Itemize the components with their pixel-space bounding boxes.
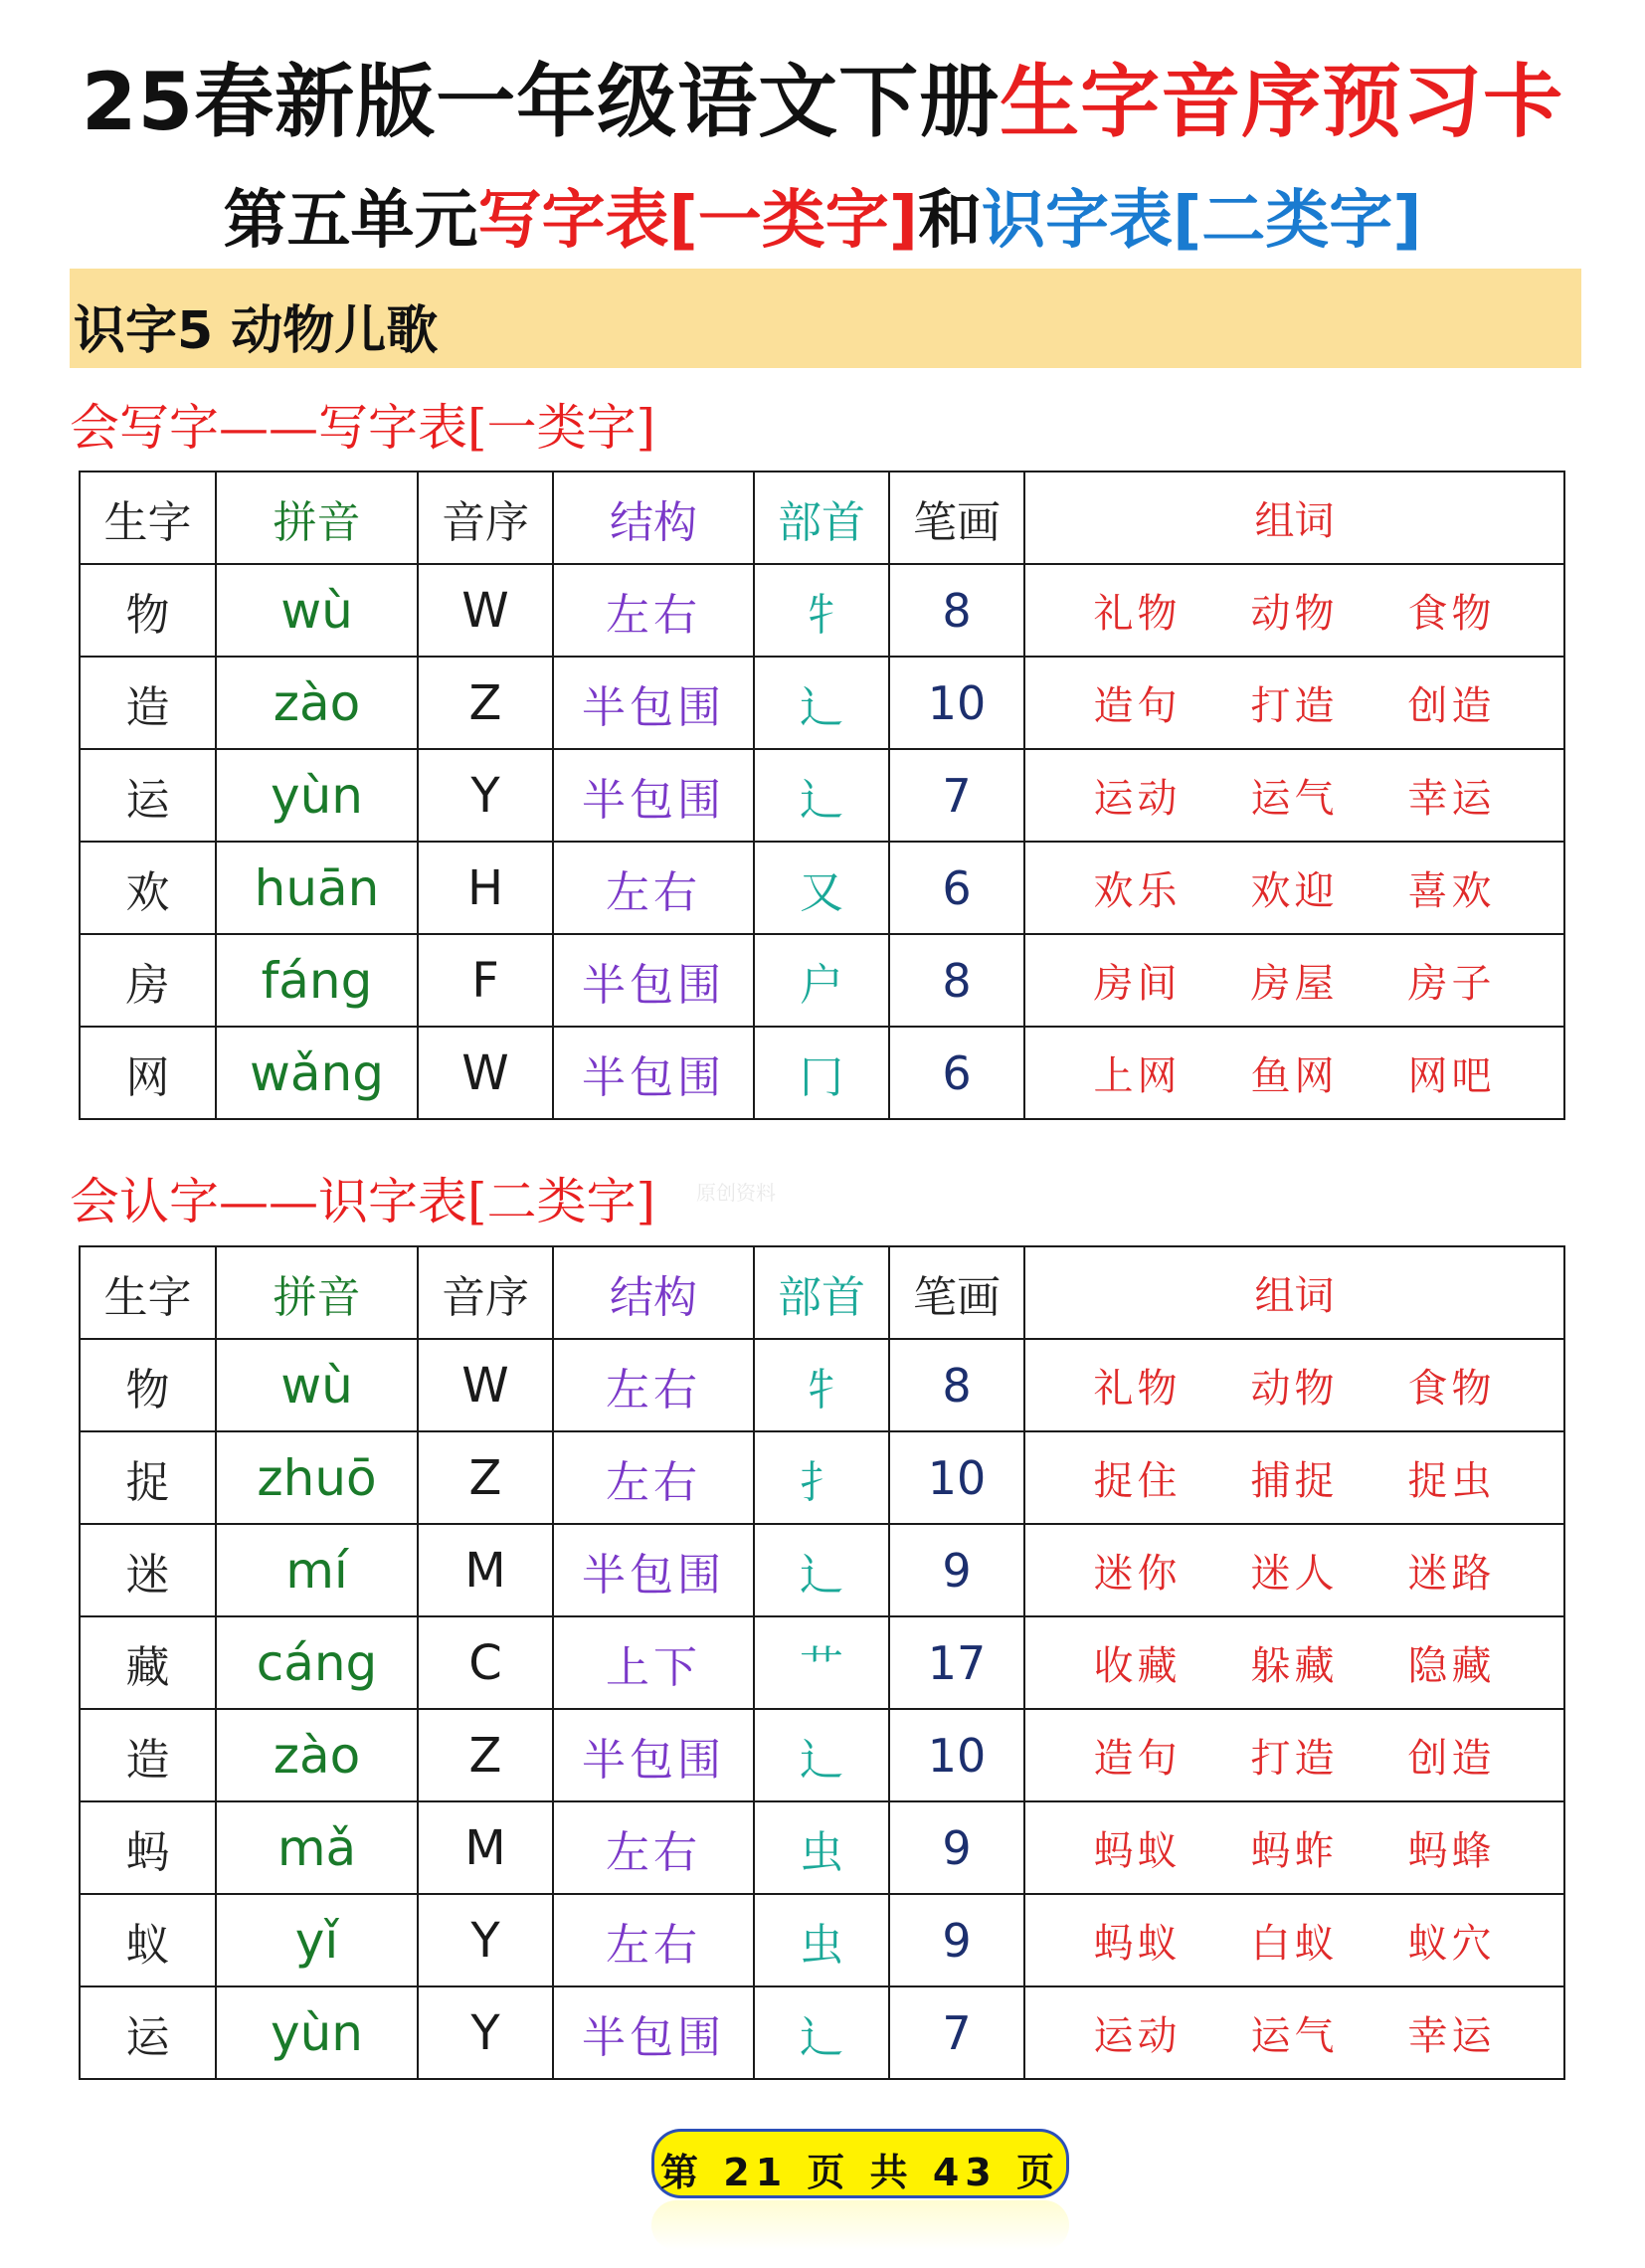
cell-char: 房 bbox=[80, 934, 216, 1027]
cell-strokes: 10 bbox=[889, 1431, 1024, 1524]
header-char: 生字 bbox=[80, 472, 216, 564]
cell-pinyin: huān bbox=[216, 842, 418, 934]
word-item: 隐藏 bbox=[1407, 1643, 1496, 1689]
header-radical: 部首 bbox=[754, 1246, 889, 1339]
word-item: 运动 bbox=[1093, 2013, 1182, 2059]
header-char: 生字 bbox=[80, 1246, 216, 1339]
word-item: 房间 bbox=[1093, 961, 1182, 1007]
word-item: 食物 bbox=[1407, 591, 1496, 637]
header-strokes: 笔画 bbox=[889, 1246, 1024, 1339]
cell-radical: 冂 bbox=[754, 1027, 889, 1119]
word-item: 房屋 bbox=[1250, 961, 1339, 1007]
cell-structure: 左右 bbox=[553, 1431, 754, 1524]
cell-pinyin: zhuō bbox=[216, 1431, 418, 1524]
cell-strokes: 9 bbox=[889, 1894, 1024, 1986]
word-item: 蚁穴 bbox=[1407, 1921, 1496, 1967]
cell-seq: W bbox=[418, 564, 553, 657]
word-item: 迷路 bbox=[1407, 1551, 1496, 1597]
cell-words bbox=[1024, 1986, 1564, 2079]
cell-structure: 左右 bbox=[553, 1339, 754, 1431]
word-item: 网吧 bbox=[1407, 1053, 1496, 1099]
cell-char: 运 bbox=[80, 1986, 216, 2079]
header-pinyin: 拼音 bbox=[216, 472, 418, 564]
table-row bbox=[80, 842, 1564, 934]
cell-words bbox=[1024, 842, 1564, 934]
cell-radical: 又 bbox=[754, 842, 889, 934]
table-row bbox=[80, 1431, 1564, 1524]
cell-structure: 左右 bbox=[553, 1801, 754, 1894]
word-item: 蚂蚁 bbox=[1093, 1921, 1182, 1967]
cell-radical: 艹 bbox=[754, 1616, 889, 1709]
table-row bbox=[80, 1524, 1564, 1616]
page-indicator bbox=[651, 2129, 1069, 2198]
word-item: 打造 bbox=[1250, 1736, 1339, 1782]
cell-char: 欢 bbox=[80, 842, 216, 934]
word-item: 喜欢 bbox=[1407, 868, 1496, 914]
word-item: 礼物 bbox=[1093, 1366, 1182, 1412]
cell-seq: M bbox=[418, 1524, 553, 1616]
cell-pinyin: mǎ bbox=[216, 1801, 418, 1894]
cell-seq: H bbox=[418, 842, 553, 934]
cell-char: 蚁 bbox=[80, 1894, 216, 1986]
header-words: 组词 bbox=[1024, 1246, 1564, 1339]
page-indicator-reflection bbox=[651, 2200, 1069, 2250]
word-item: 鱼网 bbox=[1250, 1053, 1339, 1099]
cell-words bbox=[1024, 749, 1564, 842]
cell-radical: 辶 bbox=[754, 749, 889, 842]
word-item: 创造 bbox=[1407, 683, 1496, 729]
cell-seq: C bbox=[418, 1616, 553, 1709]
subtitle-writing-table: 写字表[一类字] bbox=[477, 184, 918, 258]
cell-radical: 辶 bbox=[754, 1709, 889, 1801]
cell-radical: 辶 bbox=[754, 657, 889, 749]
cell-char: 物 bbox=[80, 564, 216, 657]
cell-words bbox=[1024, 934, 1564, 1027]
table-body bbox=[80, 1246, 1564, 2079]
word-item: 蚂蜂 bbox=[1407, 1828, 1496, 1874]
cell-words bbox=[1024, 564, 1564, 657]
word-item: 捕捉 bbox=[1250, 1458, 1339, 1504]
cell-strokes: 17 bbox=[889, 1616, 1024, 1709]
cell-radical: 辶 bbox=[754, 1524, 889, 1616]
cell-radical: 牜 bbox=[754, 564, 889, 657]
table-row bbox=[80, 657, 1564, 749]
word-item: 运动 bbox=[1093, 776, 1182, 822]
cell-char: 物 bbox=[80, 1339, 216, 1431]
cell-seq: Y bbox=[418, 1894, 553, 1986]
table-header-row bbox=[80, 1246, 1564, 1339]
cell-seq: W bbox=[418, 1027, 553, 1119]
cell-words bbox=[1024, 657, 1564, 749]
cell-seq: M bbox=[418, 1801, 553, 1894]
cell-pinyin: yùn bbox=[216, 749, 418, 842]
cell-seq: Z bbox=[418, 1709, 553, 1801]
cell-pinyin: wù bbox=[216, 1339, 418, 1431]
cell-pinyin: yùn bbox=[216, 1986, 418, 2079]
cell-seq: Z bbox=[418, 657, 553, 749]
cell-structure: 左右 bbox=[553, 564, 754, 657]
cell-pinyin: mí bbox=[216, 1524, 418, 1616]
header-structure: 结构 bbox=[553, 1246, 754, 1339]
cell-seq: F bbox=[418, 934, 553, 1027]
table-body bbox=[80, 472, 1564, 1119]
word-item: 打造 bbox=[1250, 683, 1339, 729]
cell-words bbox=[1024, 1524, 1564, 1616]
watermark: 原创资料 bbox=[696, 1181, 776, 1205]
cell-structure: 半包围 bbox=[553, 1027, 754, 1119]
page-title bbox=[0, 38, 1645, 152]
cell-strokes: 7 bbox=[889, 749, 1024, 842]
cell-pinyin: cáng bbox=[216, 1616, 418, 1709]
word-item: 迷你 bbox=[1093, 1551, 1182, 1597]
table-row bbox=[80, 749, 1564, 842]
word-item: 造句 bbox=[1093, 683, 1182, 729]
word-item: 动物 bbox=[1250, 1366, 1339, 1412]
writing-chars-table bbox=[79, 471, 1565, 1120]
table-row bbox=[80, 1709, 1564, 1801]
cell-radical: 户 bbox=[754, 934, 889, 1027]
cell-radical: 牜 bbox=[754, 1339, 889, 1431]
word-item: 白蚁 bbox=[1250, 1921, 1339, 1967]
cell-char: 捉 bbox=[80, 1431, 216, 1524]
cell-strokes: 10 bbox=[889, 1709, 1024, 1801]
lesson-title: 识字5 动物儿歌 bbox=[74, 301, 439, 361]
header-seq: 音序 bbox=[418, 1246, 553, 1339]
cell-structure: 上下 bbox=[553, 1616, 754, 1709]
cell-words bbox=[1024, 1431, 1564, 1524]
table-row bbox=[80, 1986, 1564, 2079]
subtitle-unit: 第五单元 bbox=[223, 184, 478, 258]
recognition-chars-table bbox=[79, 1245, 1565, 2080]
cell-strokes: 9 bbox=[889, 1801, 1024, 1894]
cell-words bbox=[1024, 1801, 1564, 1894]
cell-strokes: 8 bbox=[889, 934, 1024, 1027]
cell-words bbox=[1024, 1027, 1564, 1119]
word-item: 欢迎 bbox=[1250, 868, 1339, 914]
cell-structure: 左右 bbox=[553, 842, 754, 934]
cell-char: 运 bbox=[80, 749, 216, 842]
page-title-part1: 25春新版一年级语文下册 bbox=[81, 56, 1001, 148]
section-heading-recognition: 会认字——识字表[二类字] bbox=[70, 1173, 656, 1230]
lesson-banner bbox=[70, 269, 1581, 368]
cell-pinyin: yǐ bbox=[216, 1894, 418, 1986]
header-words: 组词 bbox=[1024, 472, 1564, 564]
cell-char: 迷 bbox=[80, 1524, 216, 1616]
cell-structure: 半包围 bbox=[553, 934, 754, 1027]
table-row bbox=[80, 1801, 1564, 1894]
cell-words bbox=[1024, 1616, 1564, 1709]
word-item: 创造 bbox=[1407, 1736, 1496, 1782]
cell-pinyin: zào bbox=[216, 1709, 418, 1801]
cell-strokes: 10 bbox=[889, 657, 1024, 749]
cell-radical: 扌 bbox=[754, 1431, 889, 1524]
section-heading-writing: 会写字——写字表[一类字] bbox=[70, 399, 656, 457]
header-structure: 结构 bbox=[553, 472, 754, 564]
table-row bbox=[80, 934, 1564, 1027]
cell-char: 藏 bbox=[80, 1616, 216, 1709]
cell-seq: W bbox=[418, 1339, 553, 1431]
cell-strokes: 6 bbox=[889, 842, 1024, 934]
header-seq: 音序 bbox=[418, 472, 553, 564]
table-row bbox=[80, 1616, 1564, 1709]
cell-structure: 半包围 bbox=[553, 1524, 754, 1616]
word-item: 食物 bbox=[1407, 1366, 1496, 1412]
word-item: 幸运 bbox=[1407, 2013, 1496, 2059]
word-item: 造句 bbox=[1093, 1736, 1182, 1782]
cell-structure: 半包围 bbox=[553, 749, 754, 842]
cell-structure: 半包围 bbox=[553, 1986, 754, 2079]
word-item: 运气 bbox=[1250, 2013, 1339, 2059]
cell-radical: 虫 bbox=[754, 1894, 889, 1986]
cell-words bbox=[1024, 1339, 1564, 1431]
cell-seq: Y bbox=[418, 1986, 553, 2079]
word-item: 运气 bbox=[1250, 776, 1339, 822]
cell-structure: 半包围 bbox=[553, 1709, 754, 1801]
table-row bbox=[80, 564, 1564, 657]
word-item: 迷人 bbox=[1250, 1551, 1339, 1597]
word-item: 礼物 bbox=[1093, 591, 1182, 637]
subtitle-and: 和 bbox=[918, 184, 982, 258]
cell-pinyin: zào bbox=[216, 657, 418, 749]
cell-char: 网 bbox=[80, 1027, 216, 1119]
table-row bbox=[80, 1027, 1564, 1119]
header-radical: 部首 bbox=[754, 472, 889, 564]
word-item: 捉虫 bbox=[1407, 1458, 1496, 1504]
cell-strokes: 6 bbox=[889, 1027, 1024, 1119]
table-row bbox=[80, 1894, 1564, 1986]
cell-strokes: 7 bbox=[889, 1986, 1024, 2079]
table-row bbox=[80, 1339, 1564, 1431]
page-indicator-text: 第 21 页 共 43 页 bbox=[660, 2151, 1060, 2194]
word-item: 房子 bbox=[1407, 961, 1496, 1007]
word-item: 蚂蚱 bbox=[1250, 1828, 1339, 1874]
word-item: 欢乐 bbox=[1093, 868, 1182, 914]
cell-char: 蚂 bbox=[80, 1801, 216, 1894]
cell-radical: 辶 bbox=[754, 1986, 889, 2079]
word-item: 幸运 bbox=[1407, 776, 1496, 822]
cell-strokes: 9 bbox=[889, 1524, 1024, 1616]
word-item: 捉住 bbox=[1093, 1458, 1182, 1504]
cell-structure: 左右 bbox=[553, 1894, 754, 1986]
page-title-part2: 生字音序预习卡 bbox=[1000, 56, 1564, 148]
cell-structure: 半包围 bbox=[553, 657, 754, 749]
word-item: 收藏 bbox=[1093, 1643, 1182, 1689]
page-subtitle bbox=[0, 169, 1645, 261]
word-item: 上网 bbox=[1093, 1053, 1182, 1099]
cell-strokes: 8 bbox=[889, 564, 1024, 657]
cell-strokes: 8 bbox=[889, 1339, 1024, 1431]
cell-char: 造 bbox=[80, 1709, 216, 1801]
cell-pinyin: fáng bbox=[216, 934, 418, 1027]
header-strokes: 笔画 bbox=[889, 472, 1024, 564]
subtitle-recognition-table: 识字表[二类字] bbox=[982, 184, 1422, 258]
cell-words bbox=[1024, 1894, 1564, 1986]
cell-pinyin: wù bbox=[216, 564, 418, 657]
cell-words bbox=[1024, 1709, 1564, 1801]
cell-seq: Y bbox=[418, 749, 553, 842]
table-header-row bbox=[80, 472, 1564, 564]
word-item: 躲藏 bbox=[1250, 1643, 1339, 1689]
cell-char: 造 bbox=[80, 657, 216, 749]
header-pinyin: 拼音 bbox=[216, 1246, 418, 1339]
cell-radical: 虫 bbox=[754, 1801, 889, 1894]
word-item: 蚂蚁 bbox=[1093, 1828, 1182, 1874]
cell-pinyin: wǎng bbox=[216, 1027, 418, 1119]
cell-seq: Z bbox=[418, 1431, 553, 1524]
word-item: 动物 bbox=[1250, 591, 1339, 637]
